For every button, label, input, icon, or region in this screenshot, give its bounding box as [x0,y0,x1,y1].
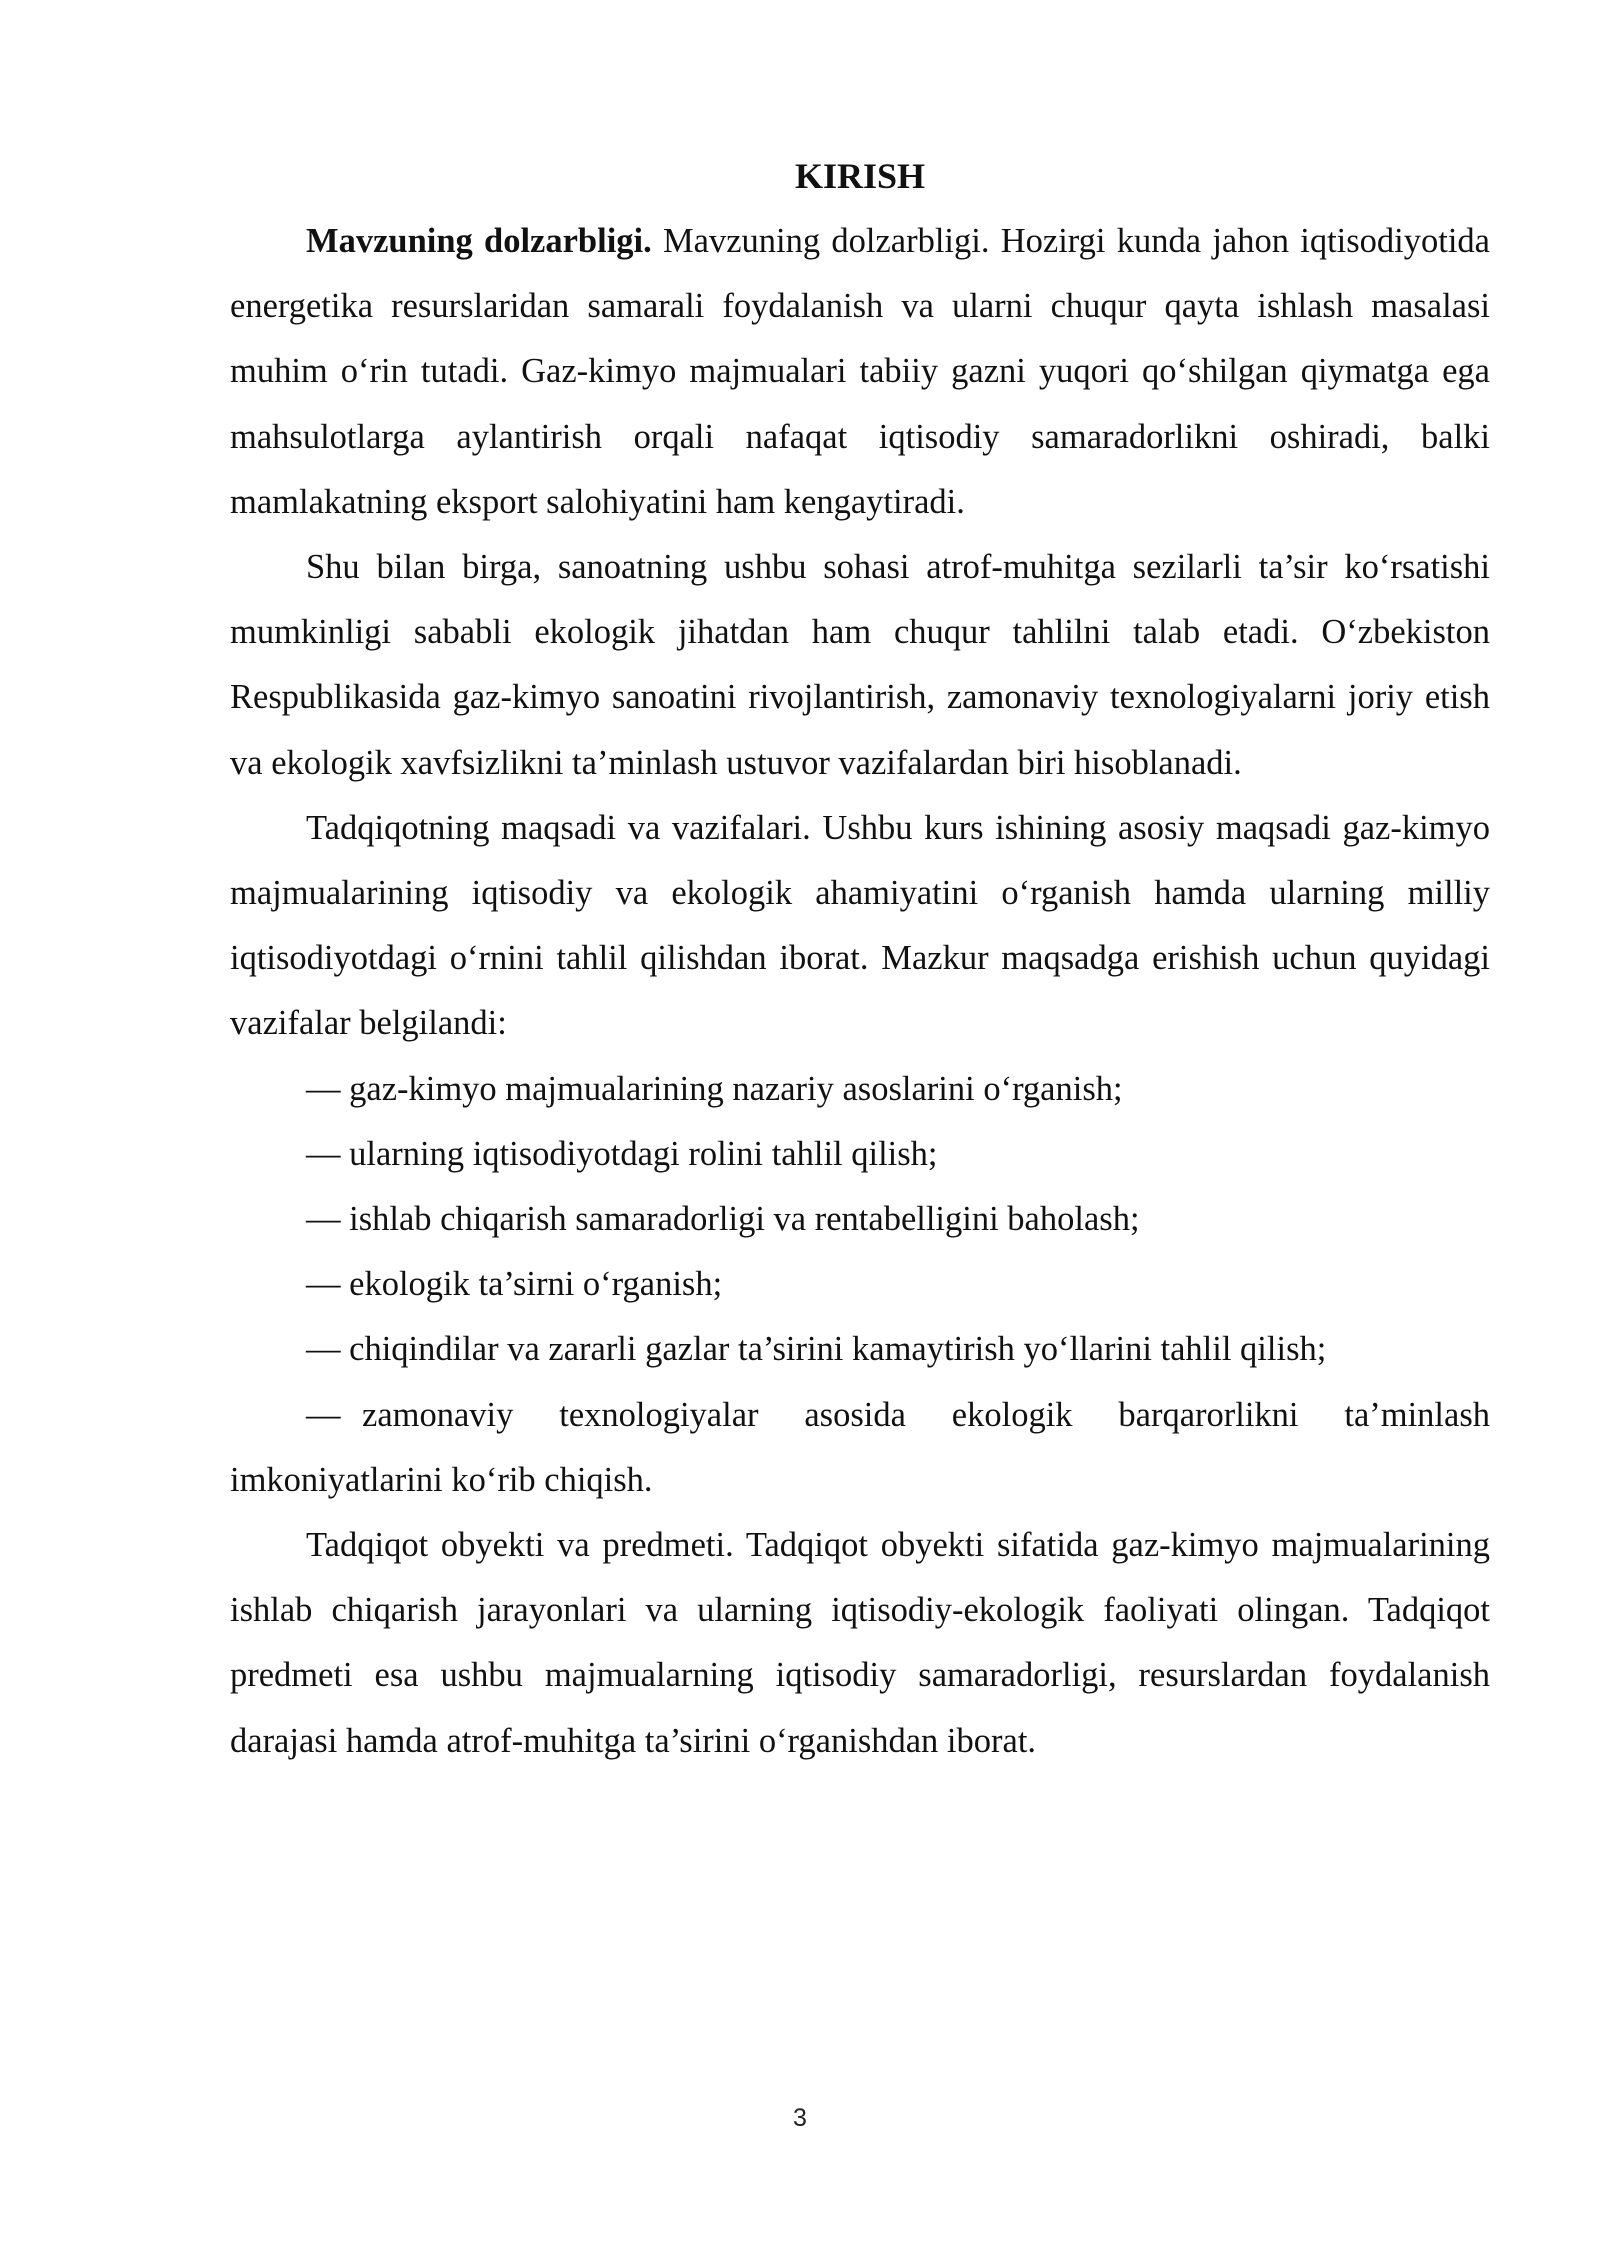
task-text: chiqindilar va zararli gazlar ta’sirini kamaytirish yo‘llarini tahlil qilish; [349,1330,1327,1369]
dash-marker: — [306,1069,341,1108]
page-title: KIRISH [794,156,926,196]
relevance-text: Mavzuning dolzarbligi. Hozirgi kunda jahon iqtisodiyotida energetika resurslaridan samarali foydalanish va ularni chuqur qayta ishlash masalasi muhim o‘rin tutadi. Gaz-kimyo majmualari tabiiy gazni yuqori qo‘shilgan qiymatga ega mahsulotlarga aylantirish orqali nafaqat iqtisodiy samaradorlikni oshiradi, balki mamlakatning eksport salohiyatini ham kengaytiradi. [230,222,1490,521]
task-text: ishlab chiqarish samaradorligi va rentabelligini baholash; [349,1200,1140,1239]
dash-marker: — [306,1200,341,1239]
page-body [230,144,1490,1774]
dash-marker: — [306,1265,341,1304]
list-item [230,1122,1490,1187]
dash-marker: — [306,1134,341,1173]
relevance-heading: Mavzuning dolzarbligi. [306,222,652,260]
list-item [230,1317,1490,1382]
task-list [230,1057,1490,1513]
list-item [230,1057,1490,1122]
task-text: ekologik ta’sirni o‘rganish; [349,1265,723,1304]
list-item [230,1383,1490,1513]
list-item [230,1252,1490,1317]
dash-marker: — [306,1395,341,1434]
task-text: ularning iqtisodiyotdagi rolini tahlil qilish; [349,1134,938,1173]
paragraph-ecology: Shu bilan birga, sanoatning ushbu sohasi atrof-muhitga sezilarli ta’sir ko‘rsatishi mumkinligi sababli ekologik jihatdan ham chuqur tahlilni talab etadi. O‘zbekiston Respublikasida gaz-kimyo sanoatini rivojlantirish, zamonaviy texnologiyalarni joriy etish va ekologik xavfsizlikni ta’minlash ustuvor vazifalardan biri hisoblanadi. [230,548,1490,782]
task-text: gaz-kimyo majmualarining nazariy asoslarini o‘rganish; [349,1069,1123,1108]
dash-marker: — [306,1330,341,1369]
page-number: 3 [793,2104,807,2132]
paragraph-object-subject: Tadqiqot obyekti va predmeti. Tadqiqot obyekti sifatida gaz-kimyo majmualarining ishlab chiqarish jarayonlari va ularning iqtisodiy-ekologik faoliyati olingan. Tadqiqot predmeti esa ushbu majmualarning iqtisodiy samaradorligi, resurslardan foydalanish darajasi hamda atrof-muhitga ta’sirini o‘rganishdan iborat. [230,1526,1490,1760]
list-item [230,1187,1490,1252]
paragraph-relevance [230,209,1490,535]
task-text: zamonaviy texnologiyalar asosida ekologik barqarorlikni ta’minlash imkoniyatlarini ko‘rib chiqish. [230,1395,1490,1499]
paragraph-goals: Tadqiqotning maqsadi va vazifalari. Ushbu kurs ishining asosiy maqsadi gaz-kimyo majmualarining iqtisodiy va ekologik ahamiyatini o‘rganish hamda ularning milliy iqtisodiyotdagi o‘rnini tahlil qilishdan iborat. Mazkur maqsadga erishish uchun quyidagi vazifalar belgilandi: [230,808,1490,1043]
